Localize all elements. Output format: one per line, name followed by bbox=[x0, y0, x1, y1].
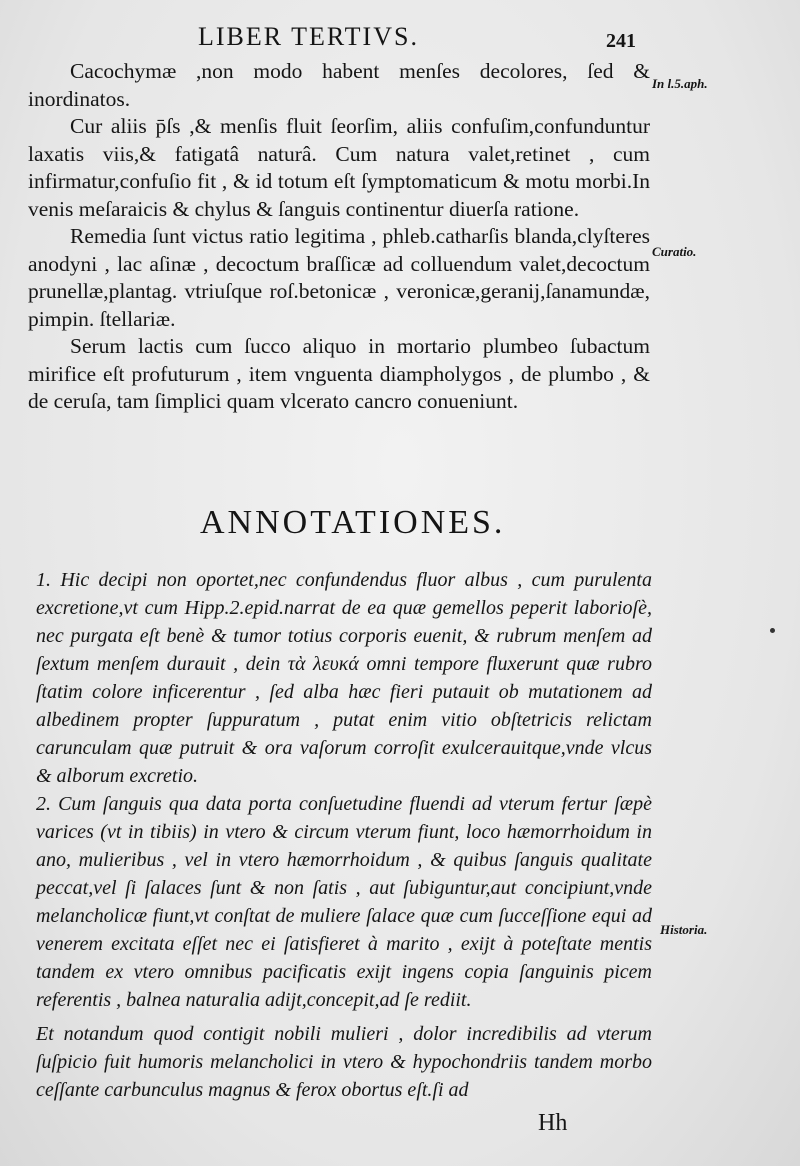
page-number: 241 bbox=[606, 30, 636, 52]
paragraph-cur-aliis: Cur aliis p̄ſs ,& menſis fluit ſeorſim, aliis confuſim,confunduntur laxatis viis,& fatigatâ naturâ. Cum natura valet,retinet , cum infirmatur,confuſio fit , & id totum eſt ſymptomaticum & motu morbi.In venis meſaraicis & chylus & ſanguis continentur diuerſa ratione. bbox=[28, 114, 650, 221]
main-text bbox=[28, 58, 650, 416]
annotations-text bbox=[36, 566, 652, 1104]
paragraph-serum-lactis: Serum lactis cum ſucco aliquo in mortario plumbeo ſubactum mirifice eſt profuturum , item vnguenta diampholygos , de plumbo , & de ceruſa, tam ſimplici quam vlcerato cancro conueniunt. bbox=[28, 334, 650, 413]
margin-note-reference: In l.5.aph. bbox=[652, 76, 708, 91]
signature-mark: Hh bbox=[538, 1110, 568, 1136]
margin-note-curatio: Curatio. bbox=[652, 244, 697, 259]
paragraph-remedia: Remedia ſunt victus ratio legitima , phleb.catharſis blanda,clyſteres anodyni , lac aſinæ , decoctum braſſicæ ad colluendum valet,decoctum prunellæ,plantag. vtriuſque roſ.betonicæ , veronicæ,geranij,ſanamundæ, pimpin. ſtellariæ. bbox=[28, 224, 650, 331]
margin-note-historia: Historia. bbox=[660, 922, 708, 937]
running-header: LIBER TERTIVS. bbox=[198, 22, 419, 51]
paragraph-cacochymae: Cacochymæ ,non modo habent menſes decolores, ſed & inordinatos. bbox=[28, 59, 650, 111]
annotation-2: 2. Cum ſanguis qua data porta conſuetudine fluendi ad vterum fertur ſæpè varices (vt in tibiis) in vtero & circum vterum fiunt, loco hæmorrhoidum in ano, mulieribus , vel in vtero hæmorrhoidum , & quibus ſanguis qualitate peccat,vel ſi ſalaces ſunt & non ſatis , aut ſubiguntur,aut concipiunt,vnde melancholicæ fiunt,vt conſtat de muliere ſalace quæ cum ſucceſſione equi ad venerem excitata eſſet nec ei ſatisfieret à marito , exijt à poteſtate mentis tandem ex vtero omnibus pacificatis exijt ingens copia ſanguinis picem referentis , balnea naturalia adijt,concepit,ad ſe rediit. bbox=[36, 793, 652, 1011]
section-title: ANNOTATIONES. bbox=[200, 504, 506, 541]
ink-spot bbox=[770, 628, 775, 633]
annotation-continuation: Et notandum quod contigit nobili mulieri , dolor incredibilis ad vterum ſuſpicio fuit humoris melancholici in vtero & hypochondriis tandem morbo ceſſante carbunculus magnus & ferox obortus eſt.ſi ad bbox=[36, 1023, 652, 1101]
annotation-1: 1. Hic decipi non oportet,nec confundendus fluor albus , cum purulenta excretione,vt cum Hipp.2.epid.narrat de ea quæ gemellos peperit laborioſè, nec purgata eſt benè & tumor totius corporis euenit, & rubrum menſem ad ſextum menſem durauit , dein τὰ λευκά omni tempore fluxerunt quæ rubro ſtatim colore inficerentur , ſed alba hæc fieri putauit ob mutationem ad albedinem propter ſuppuratum , putat enim vitio obſtetricis relictam carunculam quæ putruit & ora vaſorum corroſit exulcerauitque,vnde vlcus & alborum excretio. bbox=[36, 569, 652, 787]
